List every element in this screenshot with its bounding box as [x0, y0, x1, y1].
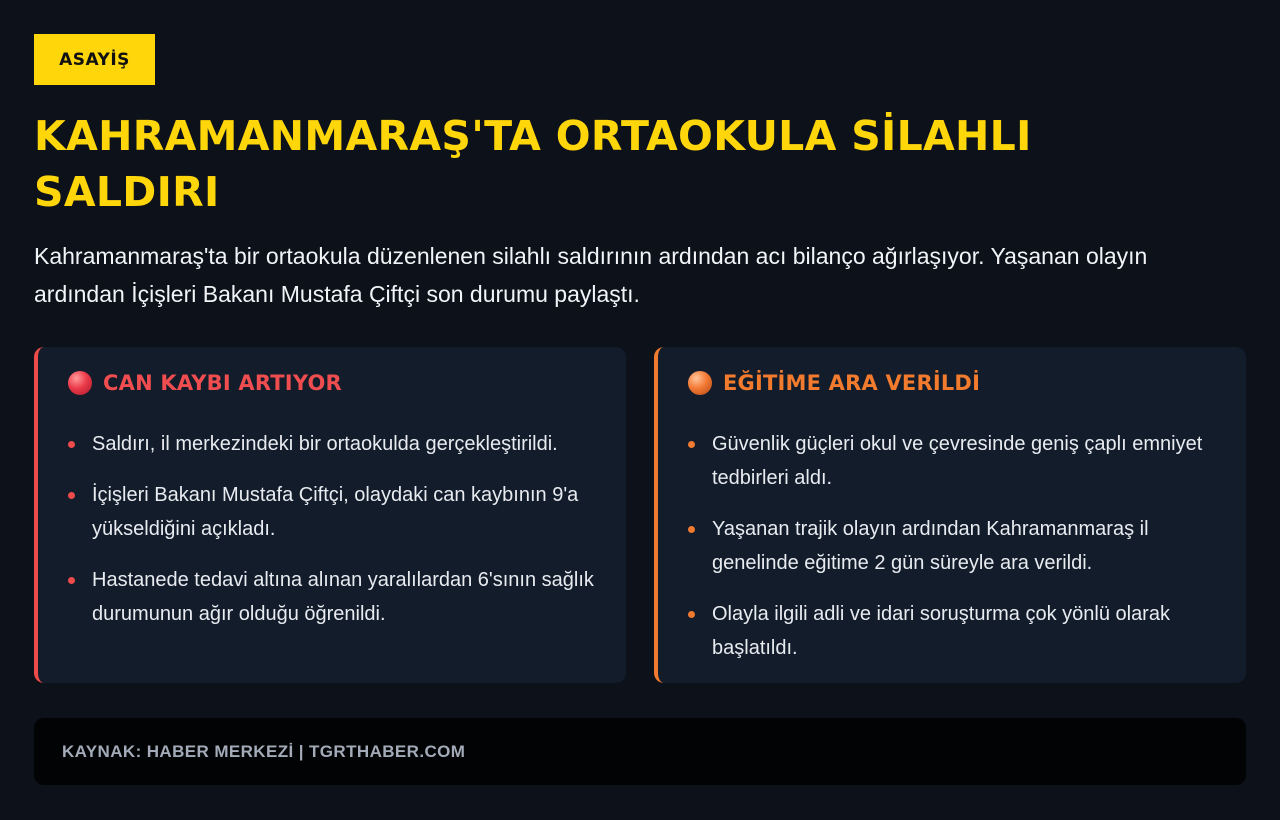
list-item-text: Yaşanan trajik olayın ardından Kahramanmaraş il genelinde eğitime 2 gün süreyle ara verildi. [712, 518, 1149, 574]
card-title: EĞİTİME ARA VERİLDİ [723, 371, 981, 395]
list-item [64, 478, 604, 546]
list-item [684, 512, 1224, 580]
list-item-text: İçişleri Bakanı Mustafa Çiftçi, olaydaki can kaybının 9'a yükseldiğini açıkladı. [92, 484, 579, 540]
list-item [684, 427, 1224, 495]
bullet-dot-icon [688, 526, 695, 533]
card-header [688, 371, 980, 395]
list-item-text: Saldırı, il merkezindeki bir ortaokulda gerçekleştirildi. [92, 433, 558, 455]
lead-paragraph: Kahramanmaraş'ta bir ortaokula düzenlenen silahlı saldırının ardından acı bilanço ağırlaşıyor. Yaşanan olayın ardından İçişleri Bakanı Mustafa Çiftçi son durumu paylaştı. [34, 243, 1148, 307]
bullet-list [64, 427, 604, 648]
bullet-dot-icon [68, 577, 75, 584]
card-header [68, 371, 342, 395]
card-can-kaybi [34, 347, 626, 683]
red-circle-icon [68, 371, 92, 395]
source-footer [34, 718, 1246, 785]
list-item-text: Güvenlik güçleri okul ve çevresinde geniş çaplı emniyet tedbirleri aldı. [712, 433, 1203, 489]
list-item-text: Hastanede tedavi altına alınan yaralılardan 6'sının sağlık durumunun ağır olduğu öğrenildi. [92, 569, 594, 625]
list-item [64, 427, 604, 461]
bullet-dot-icon [688, 611, 695, 618]
bullet-list [684, 427, 1224, 682]
card-egitime-ara [654, 347, 1246, 683]
list-item [64, 563, 604, 631]
list-item-text: Olayla ilgili adli ve idari soruşturma çok yönlü olarak başlatıldı. [712, 603, 1170, 659]
bullet-dot-icon [68, 492, 75, 499]
bullet-dot-icon [688, 441, 695, 448]
category-badge: ASAYİŞ [34, 34, 155, 85]
bullet-dot-icon [68, 441, 75, 448]
orange-circle-icon [688, 371, 712, 395]
source-text: KAYNAK: HABER MERKEZİ | TGRTHABER.COM [62, 741, 466, 761]
headline: KAHRAMANMARAŞ'TA ORTAOKULA SİLAHLI SALDIRI [34, 112, 1032, 216]
card-title: CAN KAYBI ARTIYOR [103, 371, 342, 395]
list-item [684, 597, 1224, 665]
